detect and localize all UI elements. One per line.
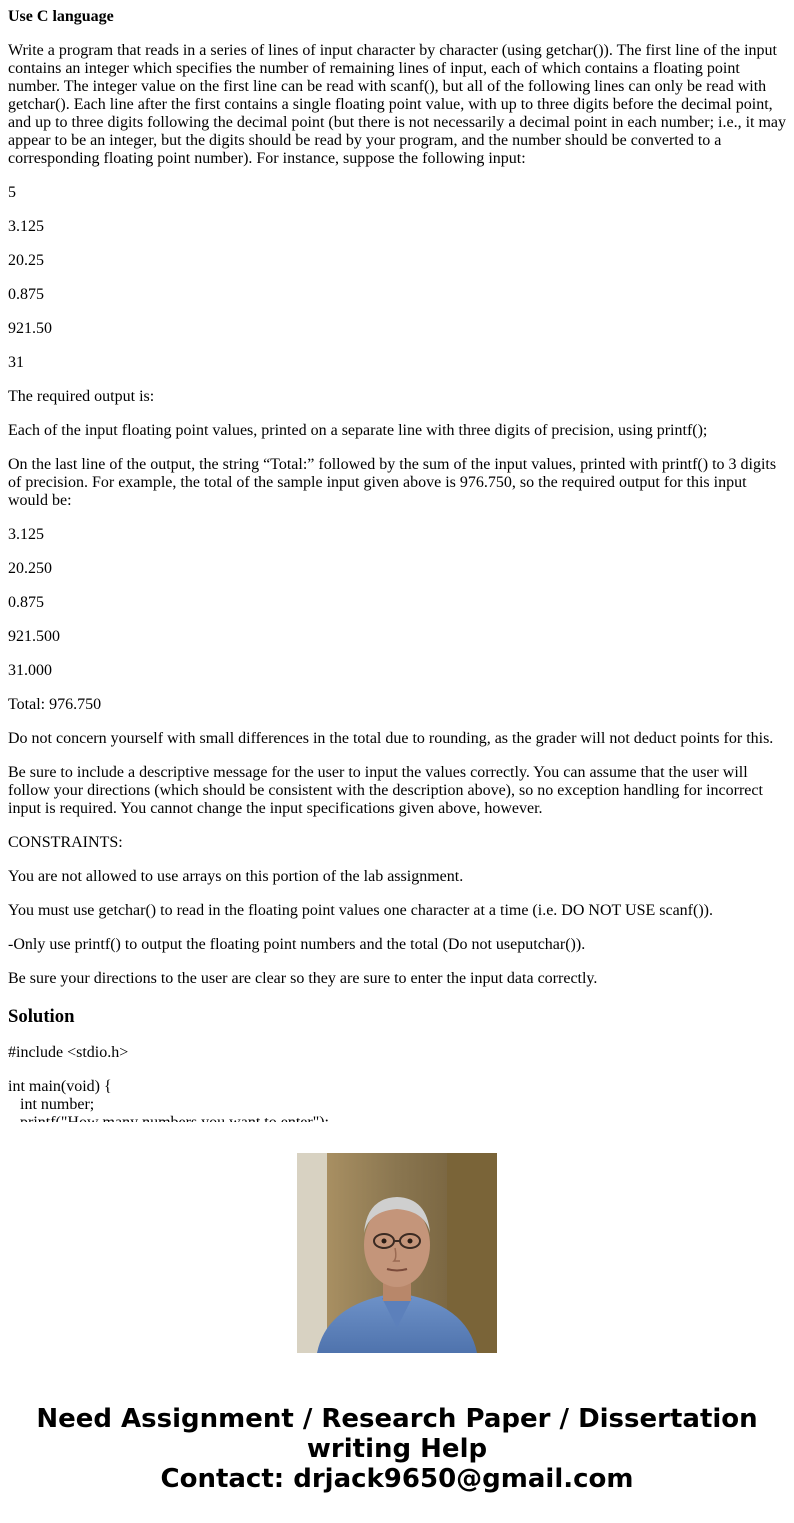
sample-input-line: 31	[8, 354, 24, 371]
rounding-note: Do not concern yourself with small differences in the total due to rounding, as the grader will not deduct points for this.	[8, 730, 774, 747]
constraint-item: -Only use printf() to output the floating point numbers and the total (Do not useputchar()).	[8, 936, 586, 953]
tutor-portrait-image	[297, 1153, 497, 1353]
sample-output-line: 20.250	[8, 560, 52, 577]
promo-contact-line: Contact: drjack9650@gmail.com	[160, 1464, 634, 1494]
code-line: int main(void) {	[8, 1078, 112, 1095]
avatar	[297, 1153, 497, 1353]
promo-footer	[0, 1122, 794, 1523]
output-rule: Each of the input floating point values, printed on a separate line with three digits of precision, using printf();	[8, 422, 708, 439]
sample-output-line: 921.500	[8, 628, 60, 645]
sample-output-line: 0.875	[8, 594, 44, 611]
output-rule: On the last line of the output, the string “Total:” followed by the sum of the input values, printed with printf() to 3 digits of precision. For example, the total of the sample input given above is 976.750, so the required output for this input would be:	[8, 456, 777, 509]
constraints-label: CONSTRAINTS:	[8, 834, 123, 851]
sample-output-total: Total: 976.750	[8, 696, 102, 713]
code-line: #include <stdio.h>	[8, 1044, 129, 1061]
sample-input-line: 3.125	[8, 218, 44, 235]
message-note: Be sure to include a descriptive message for the user to input the values correctly. You can assume that the user will follow your directions (which should be consistent with the description above), so no exception handling for incorrect input is required. You cannot change the input specifications given above, however.	[8, 764, 763, 817]
sample-output-line: 31.000	[8, 662, 52, 679]
solution-heading: Solution	[8, 1006, 75, 1027]
sample-input-line: 5	[8, 184, 16, 201]
promo-text	[0, 1404, 794, 1494]
promo-line: Need Assignment / Research Paper / Dissertation	[36, 1404, 758, 1434]
code-line: int number;	[8, 1096, 95, 1113]
promo-line: writing Help	[306, 1434, 488, 1464]
constraint-item: You are not allowed to use arrays on this portion of the lab assignment.	[8, 868, 464, 885]
sample-input-line: 0.875	[8, 286, 44, 303]
required-output-label: The required output is:	[8, 388, 155, 405]
sample-output-line: 3.125	[8, 526, 44, 543]
sample-input-line: 921.50	[8, 320, 52, 337]
question-title: Use C language	[8, 8, 114, 25]
constraint-item: Be sure your directions to the user are clear so they are sure to enter the input data correctly.	[8, 970, 598, 987]
sample-input-line: 20.25	[8, 252, 44, 269]
code-blank-line	[8, 1062, 788, 1078]
constraint-item: You must use getchar() to read in the floating point values one character at a time (i.e. DO NOT USE scanf()).	[8, 902, 713, 919]
question-intro: Write a program that reads in a series of lines of input character by character (using getchar()). The first line of the input contains an integer which specifies the number of remaining lines of input, each of which contains a floating point number. The integer value on the first line can be read with scanf(), but all of the following lines can only be read with getchar(). Each line after the first contains a single floating point value, with up to three digits before the decimal point, and up to three digits following the decimal point (but there is not necessarily a decimal point in each number; i.e., it may appear to be an integer, but the digits should be read by your program, and the number should be converted to a corresponding floating point number). For instance, suppose the following input:	[8, 42, 787, 167]
document-body	[8, 8, 788, 1122]
